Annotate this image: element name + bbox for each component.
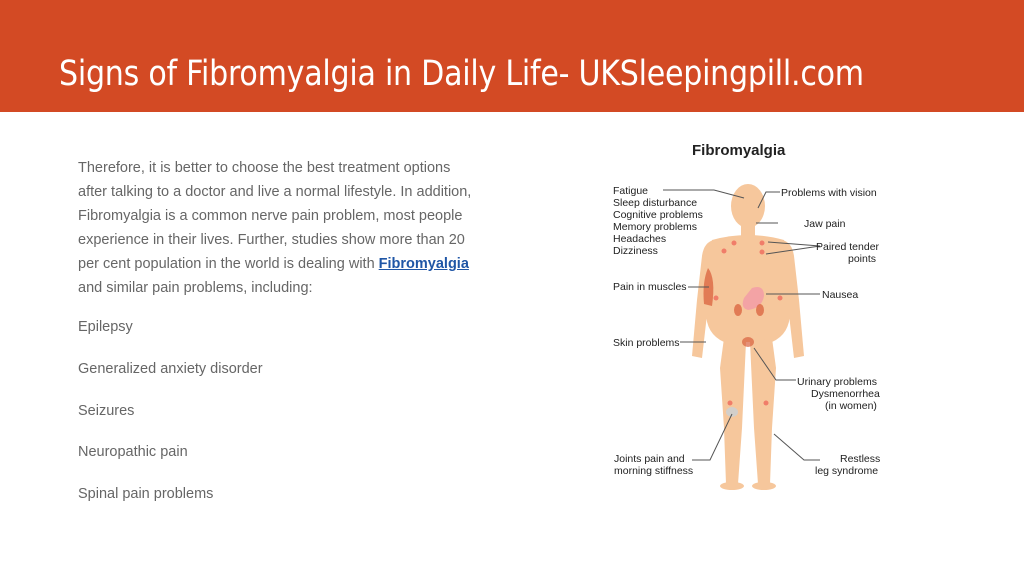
label-jaw-pain: Jaw pain [804,218,846,230]
label-problems-with-vision: Problems with vision [781,187,877,199]
label-sleep-disturbance: Sleep disturbance [613,197,698,209]
label-joints-pain: Joints pain and [614,453,685,465]
fibromyalgia-diagram [608,128,900,496]
body-diagram-svg [608,128,900,496]
fibromyalgia-link[interactable]: Fibromyalgia [378,255,469,272]
diagram-title: Fibromyalgia [692,142,786,159]
label-fatigue: Fatigue [613,185,649,197]
label-restless: Restless [840,453,881,465]
list-item: Epilepsy [78,319,133,336]
human-body-figure [692,184,804,490]
list-item: Seizures [78,402,135,419]
paragraph-text-before-link: Therefore, it is better to choose the best treatment options after talking to a doctor and live a normal lifestyle. In addition, Fibromyalgia is a common nerve pain problem, most people experience in their lives. Further, studies show more than 20 per cent population in the world is dealing with [78,160,472,272]
paragraph-text-after-link: and similar pain problems, including: [78,279,313,296]
intro-paragraph [78,157,478,300]
label-urinary-problems: Urinary problems [797,376,877,388]
list-item: Spinal pain problems [78,485,214,502]
label-paired-tender: Paired tender [816,241,880,253]
label-morning-stiffness: morning stiffness [614,465,694,477]
title-bar [0,0,1024,112]
slide-title: Signs of Fibromyalgia in Daily Life- UKSleepingpill.com [59,54,864,94]
label-nausea: Nausea [822,289,859,301]
label-memory-problems: Memory problems [613,221,698,233]
label-points: points [848,253,877,265]
label-skin-problems: Skin problems [613,337,680,349]
body-content [78,157,478,526]
label-pain-in-muscles: Pain in muscles [613,281,687,293]
condition-list [78,318,478,503]
label-dizziness: Dizziness [613,245,658,257]
label-headaches: Headaches [613,233,667,245]
list-item: Neuropathic pain [78,444,188,461]
label-in-women: (in women) [825,400,877,412]
label-dysmenorrhea: Dysmenorrhea [811,388,880,400]
label-leg-syndrome: leg syndrome [815,465,879,477]
label-cognitive-problems: Cognitive problems [613,209,703,221]
list-item: Generalized anxiety disorder [78,361,263,378]
